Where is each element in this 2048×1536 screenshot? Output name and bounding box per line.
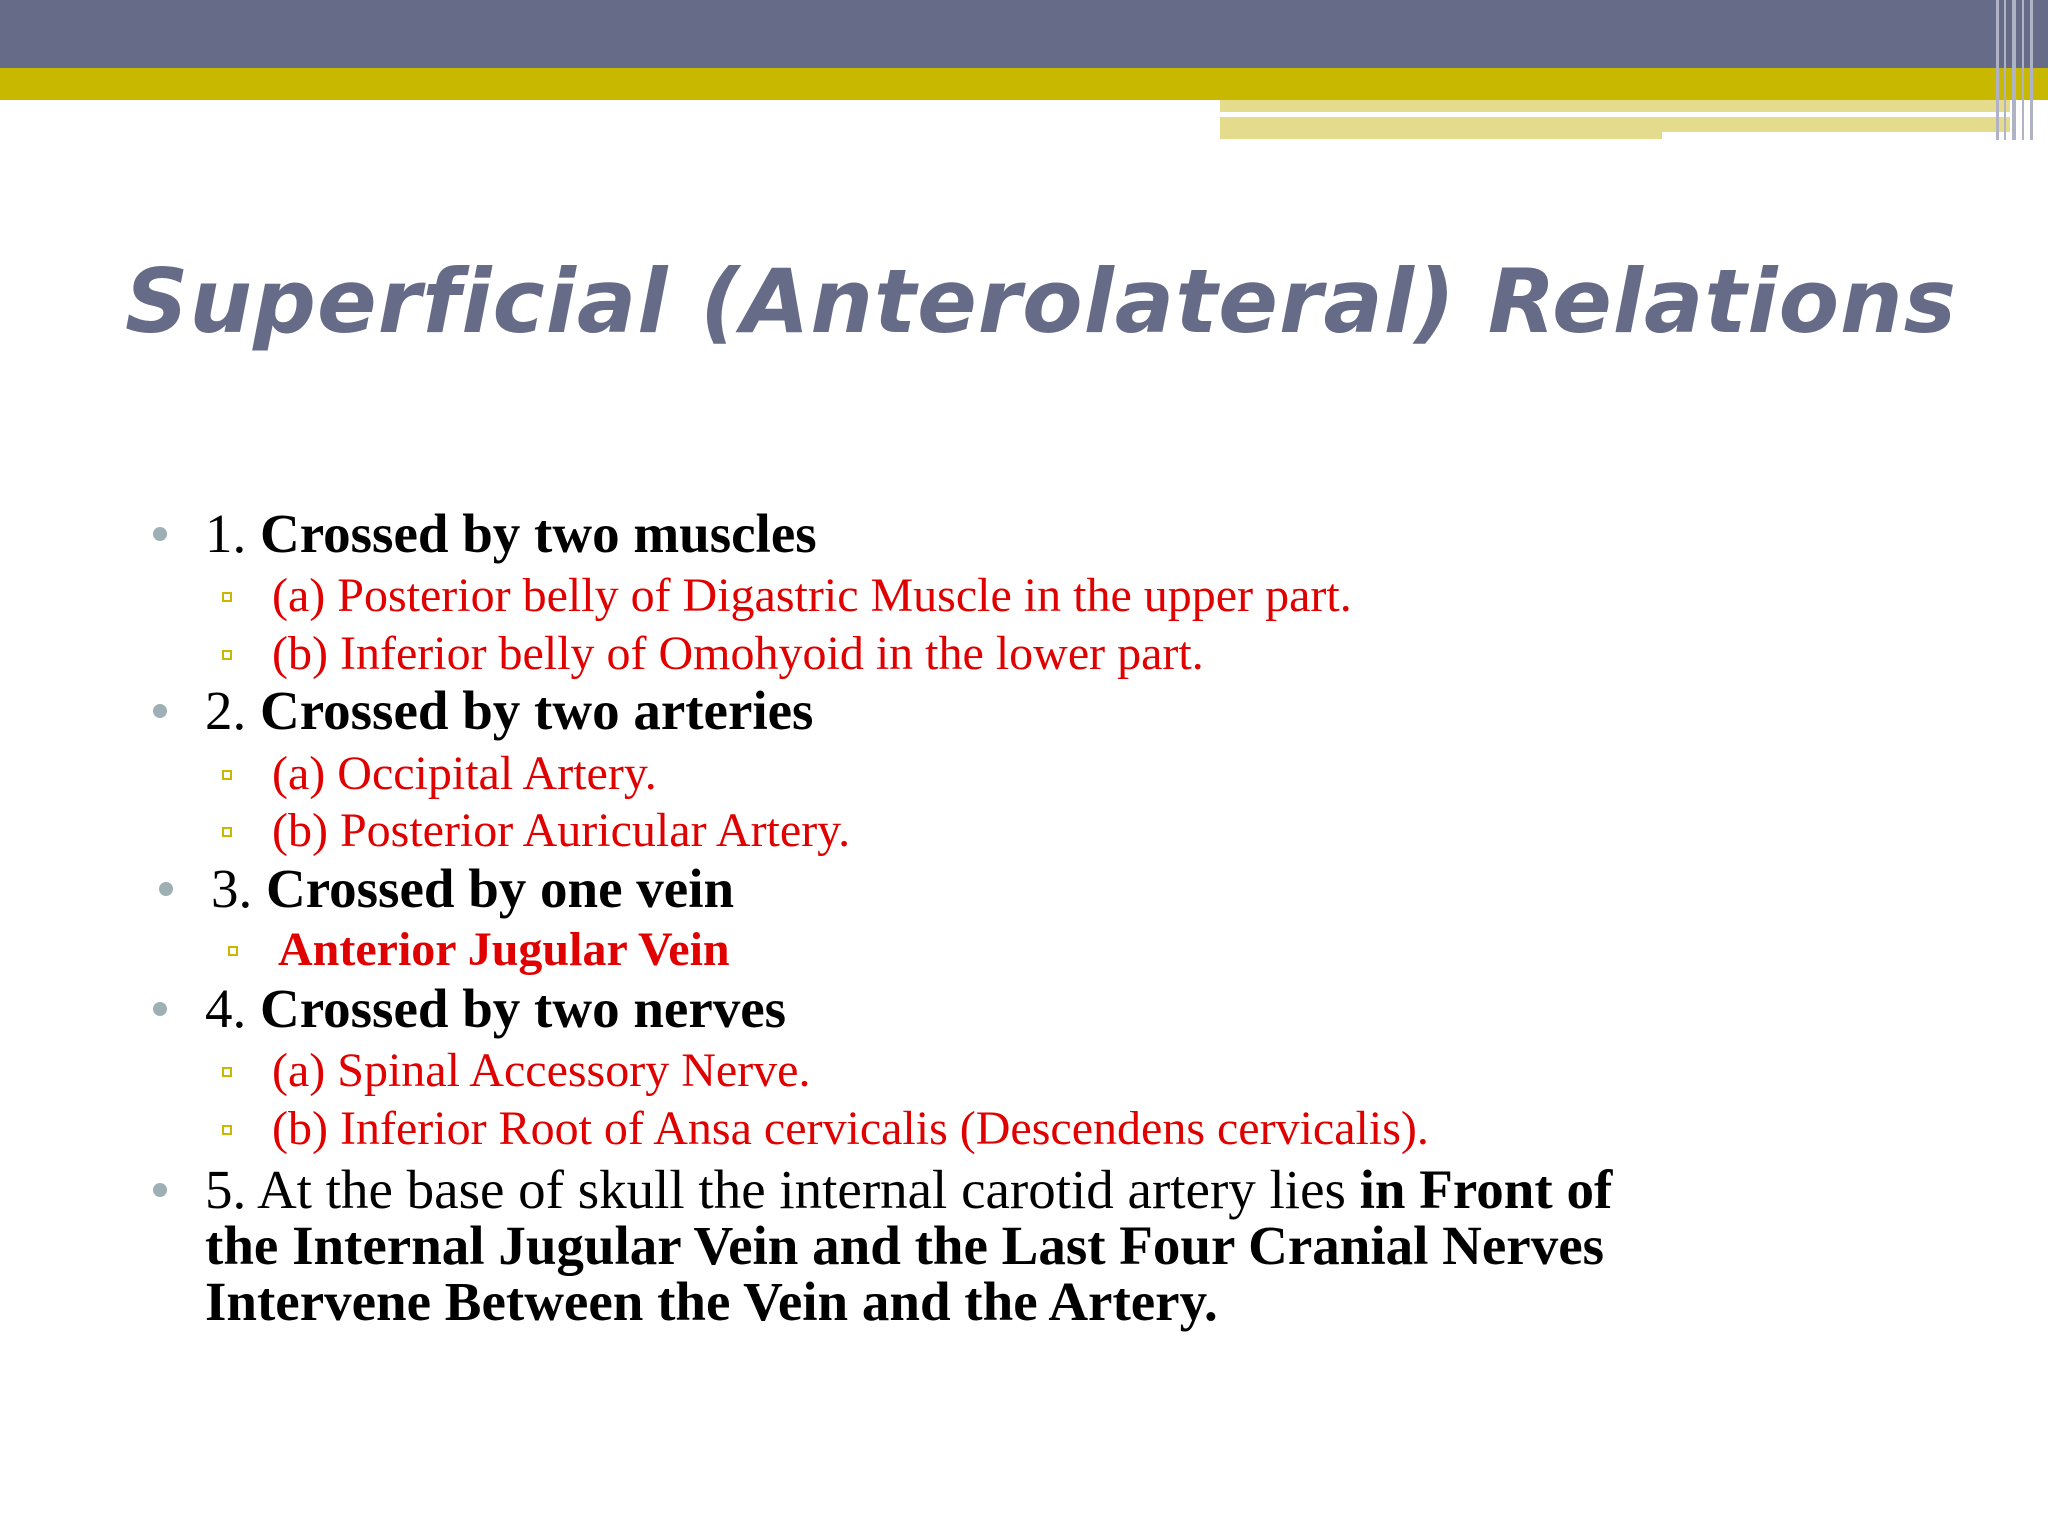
square-bullet-icon [222, 827, 232, 837]
item-emphasis: the Internal Jugular Vein and the Last Four Cranial Nerves [205, 1215, 1605, 1276]
bullet-dot-icon [153, 704, 167, 718]
item-heading: Crossed by two arteries [260, 680, 814, 741]
list-subitem [278, 922, 730, 977]
subitem-text: (b) Inferior Root of Ansa cervicalis (Descendens cervicalis). [272, 1102, 1429, 1155]
bullet-dot-icon [153, 1002, 167, 1016]
list-subitem [272, 1043, 810, 1098]
list-subitem [272, 803, 850, 858]
square-bullet-icon [228, 946, 238, 956]
bullet-dot-icon [153, 527, 167, 541]
square-bullet-icon [222, 1067, 232, 1077]
list-item [205, 502, 817, 565]
square-bullet-icon [222, 592, 232, 602]
list-item [205, 977, 786, 1040]
bullet-dot-icon [159, 882, 173, 896]
item-number: 5. [205, 1159, 247, 1220]
list-subitem [272, 746, 657, 801]
square-bullet-icon [222, 650, 232, 660]
item-emphasis: in Front of [1359, 1159, 1613, 1220]
square-bullet-icon [222, 770, 232, 780]
list-subitem [272, 626, 1204, 681]
subitem-text: (b) Posterior Auricular Artery. [272, 804, 851, 857]
bullet-dot-icon [153, 1183, 167, 1197]
item-text: At the base of skull the internal carotid artery lies [246, 1159, 1360, 1220]
list-item [205, 679, 813, 742]
list-subitem [272, 1101, 1429, 1156]
item-heading: Crossed by two muscles [260, 503, 817, 564]
item-heading: Crossed by one vein [266, 858, 735, 919]
item-number: 4. [205, 978, 247, 1039]
item-number: 2. [205, 680, 247, 741]
list-item [211, 857, 734, 920]
item-number: 1. [205, 503, 247, 564]
item-heading: Crossed by two nerves [260, 978, 787, 1039]
subitem-text: (a) Occipital Artery. [272, 747, 657, 800]
slide-title: Superficial (Anterolateral) Relations [125, 250, 1958, 353]
item-emphasis: Intervene Between the Vein and the Artery. [205, 1271, 1218, 1332]
square-bullet-icon [222, 1125, 232, 1135]
item-number: 3. [211, 858, 253, 919]
subitem-text: (b) Inferior belly of Omohyoid in the lower part. [272, 627, 1204, 680]
list-subitem [272, 568, 1352, 623]
list-item [205, 1159, 2035, 1332]
subitem-text: Anterior Jugular Vein [278, 923, 730, 976]
subitem-text: (a) Posterior belly of Digastric Muscle in the upper part. [272, 569, 1352, 622]
subitem-text: (a) Spinal Accessory Nerve. [272, 1044, 811, 1097]
